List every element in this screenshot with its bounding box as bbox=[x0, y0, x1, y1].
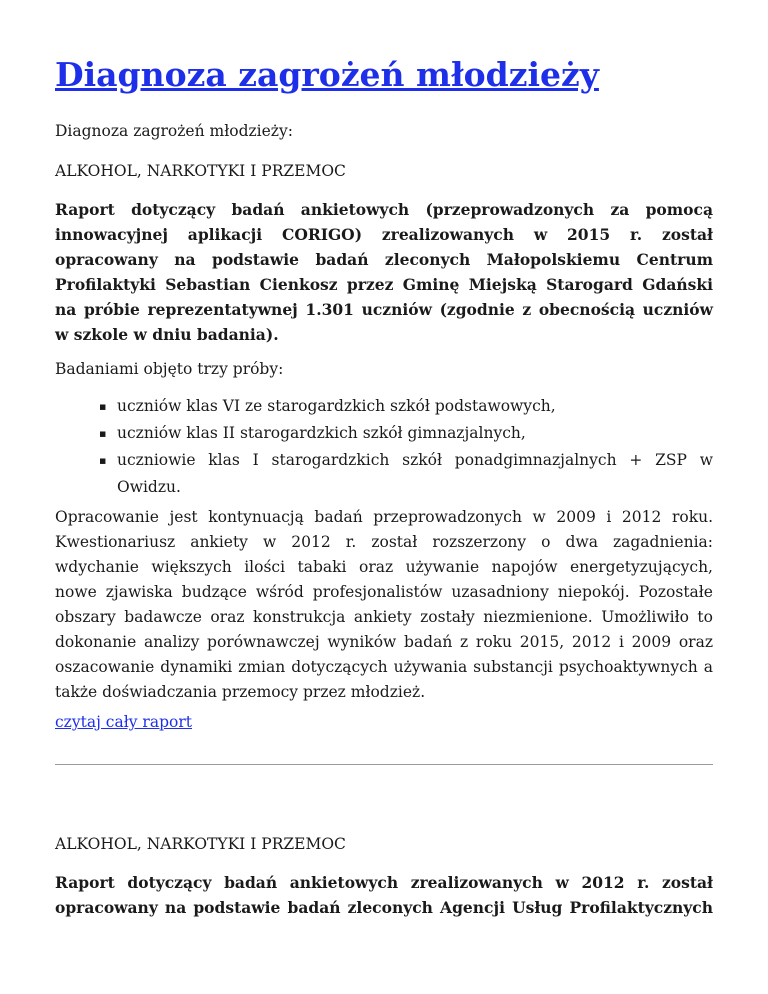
body-line: nowe zjawiska budzące wśród profesjonalistów uzasadniony niepokój. Pozostałe bbox=[55, 583, 713, 601]
summary-line: Profilaktyki Sebastian Cienkosz przez Gminę Miejską Starogard Gdański bbox=[55, 275, 713, 294]
summary-line: Raport dotyczący badań ankietowych zrealizowanych w 2012 r. został bbox=[55, 873, 713, 892]
section1-heading: ALKOHOL, NARKOTYKI I PRZEMOC bbox=[55, 162, 346, 180]
body-line: także doświadczania przemocy przez młodzież. bbox=[55, 683, 426, 701]
list-item-continuation: Owidzu. bbox=[117, 478, 181, 496]
bullet-icon: ▪ bbox=[99, 427, 107, 440]
body-line: Opracowanie jest kontynuacją badań przeprowadzonych w 2009 i 2012 roku. bbox=[55, 508, 713, 526]
list-item: ▪ uczniowie klas I starogardzkich szkół ponadgimnazjalnych + ZSP w bbox=[115, 447, 713, 474]
bullet-icon: ▪ bbox=[99, 454, 107, 467]
read-more-link[interactable]: czytaj cały raport bbox=[55, 713, 192, 731]
intro-text: Diagnoza zagrożeń młodzieży: bbox=[55, 122, 293, 140]
list-item: ▪ uczniów klas II starogardzkich szkół gimnazjalnych, bbox=[115, 420, 713, 447]
summary-line: innowacyjnej aplikacji CORIGO) zrealizowanych w 2015 r. został bbox=[55, 225, 713, 244]
summary-line: Raport dotyczący badań ankietowych (przeprowadzonych za pomocą bbox=[55, 200, 713, 219]
body-line: obszary badawcze oraz konstrukcja ankiety zostały niezmienione. Umożliwiło to bbox=[55, 608, 713, 626]
list-item: ▪ uczniów klas VI ze starogardzkich szkół podstawowych, bbox=[115, 393, 713, 420]
body-line: Kwestionariusz ankiety w 2012 r. został rozszerzony o dwa zagadnienia: bbox=[55, 533, 713, 551]
section-divider bbox=[55, 764, 713, 765]
summary-line: opracowany na podstawie badań zleconych Małopolskiemu Centrum bbox=[55, 250, 713, 269]
body-line: dokonanie analizy porównawczej wyników badań z roku 2015, 2012 i 2009 oraz bbox=[55, 633, 713, 651]
page-title[interactable]: Diagnoza zagrożeń młodzieży bbox=[55, 55, 599, 94]
sample-list bbox=[99, 393, 713, 501]
section2-heading: ALKOHOL, NARKOTYKI I PRZEMOC bbox=[55, 835, 346, 853]
scope-label: Badaniami objęto trzy próby: bbox=[55, 360, 284, 378]
body-line: wdychanie większych ilości tabaki oraz używanie napojów energetyzujących, bbox=[55, 558, 713, 576]
bullet-icon: ▪ bbox=[99, 400, 107, 413]
summary-line: opracowany na podstawie badań zleconych Agencji Usług Profilaktycznych bbox=[55, 898, 713, 917]
body-line: oszacowanie dynamiki zmian dotyczących używania substancji psychoaktywnych a bbox=[55, 658, 713, 676]
summary-line: w szkole w dniu badania). bbox=[55, 325, 279, 344]
summary-line: na próbie reprezentatywnej 1.301 uczniów (zgodnie z obecnością uczniów bbox=[55, 300, 713, 319]
